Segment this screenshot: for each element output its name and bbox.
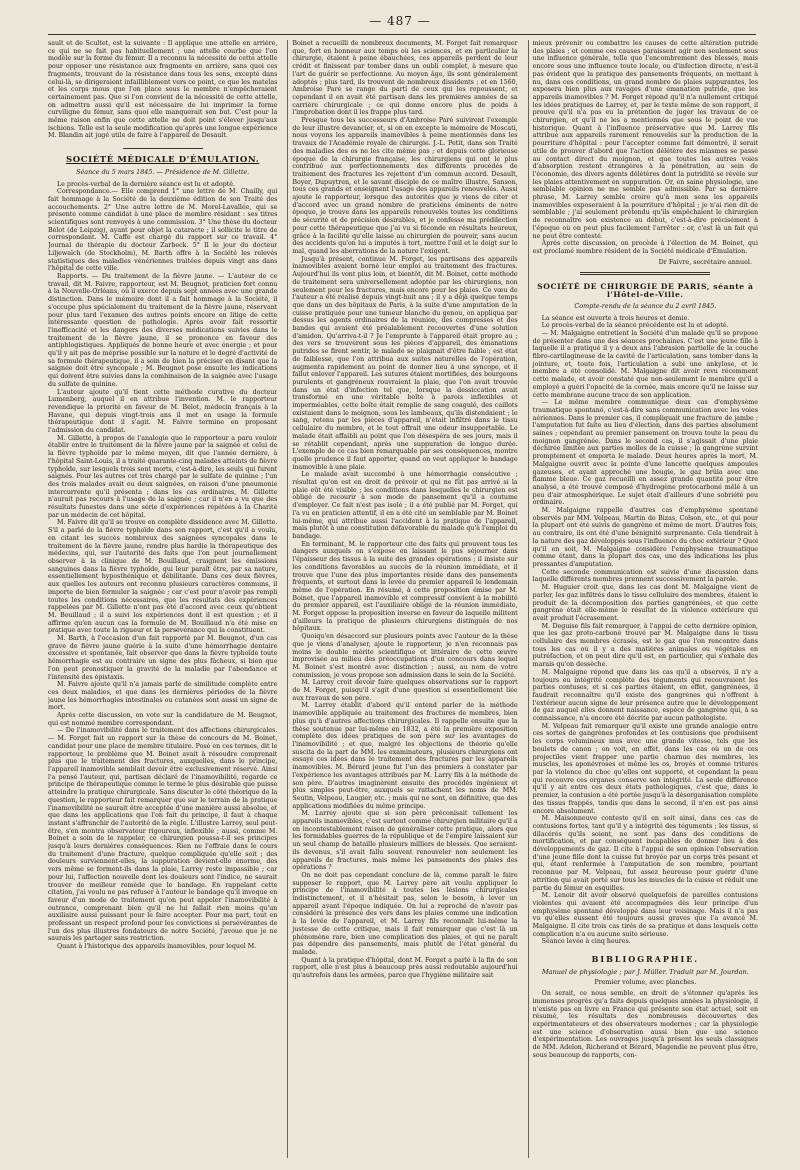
paragraph: M. Malgaigne répond que dans les cas qu'il a observés, il n'y a toujours eu intégrité complète des téguments qui recouvraient les parties contuses, et si ces parties étaient, en effet, gangrénées, il faudrait reconnaître qu'il existe des gangrènes qui n'offrent à l'extérieur aucun signe de leur présence autre que le développement de gaz auquel elles donnent naissance, espèce de gangrène qui, à sa connaissance, n'a encore été décrite par aucun pathologiste. bbox=[532, 668, 759, 723]
paragraph: M. Huguier croit que, dans les cas dont M. Malgaigne vient de parler, les gaz infiltrés dans le tissu cellulaire des membres, étaient le produit de la décomposition des parties gangrénées, et que cette gangrène était elle-même le résultat de la violence extérieure qui avait produit l'écrasement. bbox=[532, 584, 759, 622]
paragraph: M. Larrey ajoute que si son père préconisait tellement les appareils inamovibles, c'est surtout comme chirurgien militaire qu'il a en incontestablement raison de généraliser cette pratique, alors que les formidables guerres de la république et de l'empire laissaient sur un seul champ de bataille plusieurs milliers de blessés. Que seraient-ils devenus, s'il avait fallu souvent renouveler non seulement les appareils de fractures, mais même les pansements des plaies des opérations ? bbox=[292, 810, 518, 872]
section-meta: Compte-rendu de la séance du 2 avril 1845. bbox=[574, 301, 717, 310]
paragraph: M. Malgaigne rappelle d'autres cas d'emphysème spontané observés par MM. Velpeau, Martin de Bizas, Colson, etc., et qui pour la plupart ont été suivis de gangrène et même de mort. D'autres fois, au contraire, ils ont été d'une bénignité surprenante. Cela tiendrait à la nature des gaz développés sous l'influence du choc extérieur ? Quoi qu'il en soit, M. Malgaigne considère l'emphysème traumatique comme étant, dans la plupart des cas, une des indications les plus pressantes d'amputation. bbox=[532, 507, 759, 568]
section-title-societe-medicale: SOCIÉTÉ MÉDICALE D'ÉMULATION. bbox=[66, 155, 260, 166]
paragraph: M. Lenoir dit avoir observé quelquefois de pareilles contusions violentes qui avaient été accompagnées dès leur principe d'un emphysème spontané développé dans leur voisinage. Mais il n'a pas vu qu'elles eussent été toujours aussi graves que l'a avancé M. Malgaigne. Il cite trois cas tirés de sa pratique et dans lesquels cette complication n'a eu aucune suite sérieuse. bbox=[532, 892, 759, 938]
paragraph: mieux prévenir ou combattre les causes de cette altération putride des plaies ; et comme ces causes paraissent agir non seulement sous une influence générale, telle que l'encombrement des blessés, mais encore sous une influence toute locale, ou d'infection directe, n'est-il pas évident que la pratique des pansements fréquents, en mettant à nu, dans ces conditions, un grand nombre de plaies suppurantes, les exposera bien plus aux ravages d'une émanation putride, que les appareils inamovibles ? M. Forget répond qu'il n'a nullement critiqué les idées pratiques de Larrey, et, par le texte même de son rapport, il prouve qu'il n'a pas eu la prétention de juger les travaux de ce chirurgien, et qu'il ne les a mentionnés que sous le point de vue historique. Quant à l'influence préservative que M. Larrey fils attribue aux appareils rarement renouvelés sur la production de la pourriture d'hôpital : pour l'accepter comme fait démontré, il serait utile de prouver d'abord que l'action délétère des miasmes se passe au contact direct du moignon, et que toutes les autres voies d'absorption restent étrangères à la pénétration, au sein de l'économie, des divers agents délétères dont la putridité se révèle sur les plaies attentivement en suppuration. Or, en saine physiologie, une semblable opinion ne me semble pas admissible. Par sa dernière phrase, M. Larrey semble croire qu'à mon sens les appareils inamovibles exposeraient à la pourriture d'hôpital ; je n'ai rien dit de semblable ; j'ai seulement prétendu qu'ils empêchaient le chirurgien de reconnaître son existence au début, c'est-à-dire précisément à l'époque où on peut plus facilement l'arrêter : or, c'est là un fait qui ne peut être contesté. bbox=[532, 40, 759, 240]
paragraph: M. Gillette, à propos de l'analogie que le rapporteur a paru vouloir établir entre le traitement de la fièvre jaune par la saignée et celui de la fièvre typhoïde par le même moyen, dit que l'année dernière, à l'hôpital Saint-Louis, il a traité quarante-cinq malades atteints de fièvre typhoïde, sur lesquels trois sont morts, c'est-à-dire, les seuls qui furent saignés. Pour les autres cet très chargé par le sulfate de quinine ; l'un des trois malades avait eu deux saignées, en raison d'une pneumonie intercurrente qu'il présenta ; dans les cas ordinaires, M. Gillette n'aurait pas recours à l'usage de la saignée ; car il n'en a vu que des résultats funestes dans une série d'expériences répétées à la Charité par un médecin de cet hôpital. bbox=[48, 434, 278, 519]
page-number: — 487 — bbox=[369, 14, 431, 28]
paragraph: M. Barth, à l'occasion d'un fait rapporté par M. Beugnot, d'un cas grave de fièvre jaune guérie à la suite d'une hémorrhagie dentaire excessive et spontanée, fait observer que dans la fièvre typhoïde toute hémorrhagie est au contraire un signe des plus fâcheux, si bien que l'on peut pronostiquer la gravité de la maladie par l'abondance et l'intensité des épistaxis. bbox=[48, 635, 278, 681]
paragraph: Quant à l'historique des appareils inamovibles, pour lequel M. bbox=[57, 943, 257, 951]
header-rule bbox=[48, 34, 756, 35]
paragraph: Le procès-verbal de la séance précédente est lu et adopté. bbox=[541, 322, 729, 330]
book-subtitle: Premier volume, avec planches. bbox=[594, 978, 697, 986]
section-meta: Séance du 5 mars 1845. — Présidence de M. Gillette. bbox=[76, 167, 250, 176]
paragraph: Le procès-verbal de la dernière séance est lu et adopté. bbox=[57, 180, 235, 188]
page-columns bbox=[48, 40, 758, 1158]
paragraph: Après cette discussion, on procède à l'élection de M. Boinet, qui est proclamé membre résident de la Société médicale d'Émulation. bbox=[532, 240, 759, 255]
paragraph: — M. Malgaigne entretient la Société d'un malade qu'il se propose de présenter dans une des séances prochaines. C'est une jeune fille à laquelle il a pratiqué il y a deux ans l'abrasion partielle de la couche fibro-cartilagineuse de la cavité de l'articulation, sans tomber dans la jointure, et, toute fois, l'articulation a subi une ankylose, et le membre a été consolidé. M. Malgaigne dit avoir revu récemment cette malade, et avoir constaté que non-seulement le membre qu'il a employé a guéri l'opacité de la cornée, mais encore qu'il ne laisse sur cette membrane aucune trace de son application. bbox=[532, 329, 759, 399]
paragraph: On serait, ce nous semble, en droit de s'étonner qu'après les immenses progrès qu'a faits depuis quelques années la physiologie, il n'existe pas en livre en France qui présente son état actuel, soit en résumé, les résultats des nombreuses découvertes des expérimentateurs et des observateurs modernes ; car la physiologie est une science d'observation aussi bien que une science d'expérimentation. Les ouvrages jusqu'à présent les seuls classiques de MM. Adelon, Richerand et Bérard, Magendie ne peuvent plus être, sous beaucoup de rapports, con- bbox=[532, 990, 759, 1059]
paragraph: Séance levée à cinq heures. bbox=[541, 938, 631, 946]
column-left bbox=[48, 40, 277, 1158]
section-title-societe-chirurgie: SOCIÉTÉ DE CHIRURGIE DE PARIS, séante à l'Hôtel-de-Ville. bbox=[537, 282, 754, 300]
paragraph: M. Deguise fils fait remarquer, à l'appui de cette dernière opinion, que les gaz proto-carboné trouvé par M. Malgaigne dans le tissu cellulaire des membres écrasés, est le gaz que l'on rencontre dans tous les cas où il y a des matières animales ou végétales en putréfaction, et on peut dire qu'il est, en particulier, qui s'exhale des marais qu'on dessèche. bbox=[532, 622, 759, 669]
paragraph: — De l'inamovibilité dans le traitement des affections chirurgicales. — M. Forget fait un rapport sur la thèse de concours de M. Boinet, candidat pour une place de membre titulaire. Posé en ces termes, dit le rapporteur, le problème que M. Boinet avait à résoudre comprenait plus que le traitement des fractures, auxquelles, dans le principe, l'appareil inamovible semblait devoir être exclusivement réservé. Ainsi l'a pensé l'auteur, qui, partisan déclaré de l'inamovibilité, regarde ce principe de thérapeutique comme le terme le plus désirable que puisse atteindre la pratique chirurgicale. Sans discuter le côté théorique de la question, le rapporteur fait remarquer que sur le terrain de la pratique l'inamovibilité ne saurait être acceptée d'une manière aussi absolue, et que dans les applications que l'on fait du principe, il faut à chaque instant s'affranchir de l'autorité de la règle. L'illustre Larrey, seul peut-être, s'en montra observateur rigoureux, inflexible ; aussi, comme M. Boinet a soin de le rappeler, ce chirurgien poussa-t-il ses principes jusqu'à leurs dernières conséquences. Rien ne l'effraie dans le cours du traitement d'une fracture, quelque compliquée qu'elle soit ; des douleurs surviennent-elles, la suppuration devient-elle énorme, des vers même se forment-ils dans la plaie, Larrey reste impassible ; car pour lui, l'affection nouvelle dont les douleurs sont l'indice, ne saurait trouver de meilleur remède que le bandage. En rappelant cette citation, j'ai voulu ne pas refuser à l'auteur le bandage qu'il invoque en faveur d'un mode de traitement qu'on peut appeler l'inamovibilité à outrance, comprenant bien qu'il ne lui fallait rien moins qu'un auxiliaire aussi puissant pour le faire accepter. Pour ma part, tout en professant un respect profond pour les convictions si persévérantes de l'un des plus illustres fondateurs de notre Société, j'avoue que je ne saurais les partager sans restriction. bbox=[48, 727, 278, 943]
section-title-bibliographie: BIBLIOGRAPHIE. bbox=[591, 954, 700, 965]
paragraph: L'auteur ajoute qu'il tient cette méthode curative du docteur Lumenberg, auquel il en attribue l'invention. M. le rapporteur revendique la priorité en faveur de M. Bélot, médecin français à la Havane, qui depuis vingt-trois ans il met en usage la formule thérapeutique dont il s'agit. M. Faivre termine en proposant l'admission du candidat. bbox=[48, 388, 278, 435]
paragraph: M. Maisonneuve conteste qu'il en soit ainsi, dans ces cas de contusions fortes, tant qu'il y a intégrité des téguments ; les tissus, si dilacérés qu'ils soient, ne sont pas dans des conditions de mortification, et par conséquent incapables de donner lieu à des développements de gaz. Il cite à l'appui de son opinion l'observation d'une jeune fille dont la cuisse fut broyée par un corps très pesant et qui, étant renfermée à l'amputation de son membre, pourtant reconnue par M. Velpeau, fut assez heureuse pour guérir d'une attrition qui avait porté sur tous les muscles de la cuisse et réduit une partie du fémur en esquilles. bbox=[532, 815, 759, 892]
book-title: Manuel de physiologie ; par J. Müller. Traduit par M. Jourdan. bbox=[541, 967, 749, 976]
paragraph: Cette seconde communication est suivie d'une discussion dans laquelle différents membres prennent successivement la parole. bbox=[532, 568, 759, 584]
paragraph: — Le même membre communique deux cas d'emphysème traumatique spontané, c'est-à-dire sans communication avec les voies aériennes. Dans le premier cas, il compliquait une fracture de jambe ; l'amputation fut faite au lieu d'élection, dans des parties absolument saines ; cependant au premier pansement on trouva toute la peau du moignon gangrénée. Dans le second cas, il s'agissait d'une plaie déchirée limitée aux parties molles de la cuisse ; la gangrène survint promptement et emporta le malade. Deux heures après la mort, M. Malgaigne ouvrit avec la pointe d'une lancette quelques ampoules gazeuses, et ayant approché une bougie, le gaz brûla avec une flamme bleue. Ce gaz recueilli en assez grande quantité pour être analysé, a été trouvé composé d'hydrogène protocarboné mêlé à un peu d'air atmosphérique. Le sujet était d'ailleurs d'une sobriété peu ordinaire. bbox=[532, 399, 759, 507]
column-middle bbox=[287, 40, 517, 1158]
paragraph: On ne doit pas cependant conclure de là, comme paraît le faire supposer le rapport, que M. Larrey père ait voulu appliquer le principe de l'inamovibilité à toutes les lésions chirurgicales indistinctement, et il n'hésitait pas, selon le besoin, à lever un appareil avant l'époque indiquée. On lui a reproché de n'avoir pas considéré la présence des vers dans les plaies comme une indication à la levée de l'appareil, et M. Larrey fils reconnaît lui-même la justesse de cette critique, mais il fait remarquer que c'est là un phénomène rare, bien une complication des plaies, et qui ne paraît pas dépendre des pansements, mais plutôt de l'état général du malade. bbox=[292, 871, 518, 956]
paragraph: M. Faivre ajoute qu'il n'a jamais parlé de similitude complète entre ces deux maladies, et que dans les dernières périodes de la fièvre jaune les hémorrhagies intestinales ou cutanées sont aussi un signe de mort. bbox=[48, 681, 278, 712]
section-divider bbox=[123, 148, 203, 149]
paragraph: M. Velpeau fait remarquer qu'il existe une grande analogie entre ces sortes de gangrènes profondes et les contusions que produisent les corps volumineux mus avec une grande vitesse, tels que les boulets de canon ; on voit, en effet, dans les cas où un de ces projectiles vient frapper une partie charnue des membres, les muscles, les aponévroses et même les os, broyés et comme triturés par la violence du choc qu'elles ont supporté, et cependant la peau qui recouvre ces organes conserve son intégrité. La seule différence qu'il y ait entre ces deux états pathologiques, c'est que, dans le premier, la contusion a été portée jusqu'à la désorganisation complète des tissus frappés, tandis que dans le second, il n'en est pas ainsi encore absolument. bbox=[532, 722, 759, 815]
paragraph: M. Larrey établit d'abord qu'il entend parler de la méthode inamovible appliquée au traitement des fractures de membres, bien plus qu'à d'autres affections chirurgicales. Il rappelle ensuite que la thèse soutenue par lui-même en 1832, a été la première exposition complète des idées pratiques de son père sur les avantages de l'inamovibilité ; et que, malgré les objections de théorie qu'elle suscita de la part de MM. les examinateurs, plusieurs chirurgiens ont essayé ces idées dans le traitement des fractures par les appareils inamovibles. M. Bérard jeune fut l'un des premiers à constater par l'expérience les avantages attribués par M. Larry fils à la méthode de son père. D'autres imaginèrent ensuite des procédés ingénieux et plus simples peut-être, auxquels se rattachent les noms de MM. Seutin, Velpeau, Laugier, etc. ; mais qui ne sont, en définitive, que des applications modifiées du même principe. bbox=[292, 702, 518, 810]
paragraph: Presque tous les successeurs d'Ambroise Paré suivirent l'exemple de leur illustre devancier, et, si on en excepte le mémoire de Moscati, nous voyons les appareils inamovibles à peine mentionnés dans les travaux de l'Académie royale de chirurgie. J.-L. Petit, dans son Traité des maladies des os ne les cite même pas ; et depuis cette glorieuse époque de la chirurgie française, les chirurgiens qui ont le plus contribué aux perfectionnements des différents procédés de traitement des fractures les rejettent d'un commun accord. Desault, Boyer, Dupuytren, et le savant disciple de ce maître illustre, Sanson, tous ces grands et enseignent l'usage des appareils renouvelés. Aussi ajoute le rapporteur, lorsque des autorités que je viens de citer et d'accord avec un grand nombre de praticiens éminents de notre époque, je trouve dans les appareils renouvelés toutes les conditions de sécurité et de précision désirables, et je confesse ma prédilection pour cette thérapeutique que j'ai vu si féconde en résultats heureux, grâce à la facilité qu'elle laisse au chirurgien de pouvoir, sans aucun des accidents qu'on lui a imputés à tort, mettre l'œil et le doigt sur le mal, quand les aberrations de la nature l'exigent. bbox=[292, 117, 518, 255]
column-right bbox=[528, 40, 758, 1158]
paragraph: En terminant, M. le rapporteur cite des faits qui prouvent tous les dangers auxquels on s'expose en laissant le pus séjourner dans l'épaisseur des tissus à la suite des grandes opérations ; il insiste sur les conditions favorables au succès de la réunion immédiate, et il trouve que l'une des plus importantes réside dans des pansements fréquents, et surtout dans la levée du premier appareil le lendemain même de l'opération. En résumé, à cette proposition émise par M. Boinet, que l'appareil inamovible et compressif convient à la mobilité du premier appareil, est l'auxiliaire obligé de la réunion immédiate, M. Forget oppose la proposition inverse en faveur de laquelle militent d'ailleurs la pratique de plusieurs chirurgiens distingués de nos hôpitaux. bbox=[292, 540, 518, 633]
paragraph: Rapports. — Du traitement de la fièvre jaune. — L'auteur de ce travail, dit M. Faivre, rapporteur, est M. Beugnot, praticien fort connu à la Nouvelle-Orléans, où il exerce depuis sept années avec une grande distinction. Dans le mémoire dont il a fait hommage à la Société, il s'occupe plus spécialement du traitement de la fièvre jaune, réservant pour plus tard l'examen des autres points encore en litige de cette intéressante question de pathologie. Après avoir fait ressortir l'inefficacité et les dangers des diverses médications suivies dans le traitement de la fièvre jaune, il se prononce en faveur des antiphlogistiques. Appliqués de bonne heure et avec énergie ; et pour qu'il y ait pas de méprise possible sur la nature et le degré d'activité de sa formule thérapeutique, il a soin de bien la préciser en disant que la saignée doit être syncopale ; M. Beugnot pose ensuite les indications qui doivent être suivies dans la combinaison de la saignée avec l'usage du sulfate de quinine. bbox=[48, 272, 278, 388]
signature: Dr Faivre, secrétaire annuel. bbox=[658, 257, 753, 266]
paragraph: sault et de Scultet, est la suivante : Il applique une attelle en arrière, ce qui ne se fait pas habituellement ; une attelle courbe que l'on modèle sur la forme du fémur. Il a reconnu la nécessité de cette attelle pour opposer une résistance aux fragments en arrière, sans quoi ces fragments, trouvant de la résistance dans tous les sens, excepté dans celui-là, se dirigeraient infailliblement vers ce point, ce que les matelas et les corps mous que l'on place sous le membre n'empêcheraient certainement pas. Que si l'on convient de la nécessité de cette attelle, on admettra aussi qu'il est nécessaire de lui imprimer la forme curviligne du fémur, sans quoi elle manquerait son but. C'est pour la même raison enfin que cette attelle ne doit point s'élever jusqu'aux ischions. Telle est la seule modification qu'après une longue expérience M. Blandin ait jugé utile de faire à l'appareil de Desault. bbox=[48, 40, 278, 140]
section-divider bbox=[580, 272, 710, 275]
paragraph: M. Larrey croit devoir faire quelques observations sur le rapport de M. Forget, puisqu'il s'agit d'une question si essentiellement liée aux travaux de son père. bbox=[292, 679, 518, 702]
paragraph: Quoiqu'en désaccord sur plusieurs points avec l'auteur de la thèse que je viens d'analyser, ajoute le rapporteur, je n'en reconnais pas moins le double mérite scientifique et littéraire de cette œuvre improvisée au milieu des préoccupations d'un concours dans lequel M. Boinet s'est montré avec distinction ; aussi, au nom de votre commission, je vous propose son admission dans le sein de la Société. bbox=[292, 633, 518, 679]
paragraph: M. Faivre dit qu'il se trouve en complète dissidence avec M. Gillette. S'il a parlé de la fièvre typhoïde dans son rapport, c'est qu'il a voulu, en citant les succès nombreux des saignées syncopales dans le traitement de la fièvre jaune, rendre plus hardie la thérapeutique des médecins, qui, sur l'autorité des faits que l'on peut journellement observer à la clinique de M. Bouillaud, craignent les émissions sanguines dans la fièvre typhoïde, qui leur paraît être, par sa nature, essentiellement hyposthénique et débilitante. Dans ces deux fièvres, aux quelles les auteurs ont reconnu plusieurs caractères communs, il importe de bien formuler la saignée ; car c'est pour n'avoir pas rempli toutes les conditions nécessaires, que les résultats des expériences rappelées par M. Gillette n'ont pas été d'accord avec ceux qu'obtient M. Bouillaud ; il a suivi les expériences dont il est question ; et il affirme qu'en aucun cas la formule de M. Bouillaud n'a été mise en pratique avec toute la rigueur et la persévérance qui la constituent. bbox=[48, 519, 278, 635]
paragraph: Correspondance.— Elle comprend 1° une lettre de M. Chailly, qui fait hommage à la Société de la deuxième édition de son Traité des accouchements. 2° Une autre lettre de M. Morel-Lavallée, qui se présente comme candidat à une place de membre résidant : ses titres scientifiques sont renvoyés à une commission. 3° Une thèse du docteur Bélot (de Leipzig), ayant pour objet la cataracte ; il sollicite le titre de correspondant. M. Caffe est chargé du rapport sur ce travail. 4° Journal de thérapie du docteur Zarbeck. 5° Il le jour du docteur Liljewalch (de Stockholm), M. Barth offre à la Société les relevés statistiques des maladies vénériennes traitées depuis vingt ans dans l'hôpital de cette ville. bbox=[48, 188, 278, 273]
paragraph: Boinet a recueilli de nombreux documents, M. Forget fait remarquer que, fort en honneur aux temps où les sciences, et en particulier la chirurgie, étaient à peine ébauchées, ces appareils perdent de leur crédit et finissent par tomber dans un oubli complet, à mesure que l'art de guérir se perfectionne. Au moyen âge, ils sont généralement adoptés ; plus tard, ils trouvent de nombreux dissidents ; et en 1560, Ambroise Paré se range du parti de ceux qui les repoussent, et cependant il en avait été partisan dans les premières années de sa carrière chirurgicale ; ce qui donne encore plus de poids à l'improbation dont il les frappe plus tard. bbox=[292, 40, 518, 117]
paragraph: Après cette discussion, on vote sur la candidature de M. Beugnot, qui est nommé membre correspondant. bbox=[48, 712, 278, 727]
paragraph: Le malade avait succombé à une hémorrhagie consécutive ; résultat qu'on est en droit de prévoir et qui ne fût pas arrivé si la plaie eût été visible ; les conditions dans lesquelles le chirurgien est obligé de recourir à son mode de pansement qu'il a coutume d'employer. Ce fait n'est pas isolé ; il a été publié par M. Forget, qui l'a vu en praticien attentif, il en a été cité un semblable par M. Boinet lui-même, qui attribue aussi l'accident à la pratique de l'appareil, mais plutôt à une constitution défavorable du malade qu'à l'emploi du bandage. bbox=[292, 471, 518, 540]
paragraph: Quant à la pratique d'hôpital, dont M. Forget a parlé à la fin de son rapport, elle n'est plus à beaucoup près aussi redoutable aujourd'hui qu'autrefois dans les armées, parce que l'hygiène militaire sait bbox=[292, 956, 518, 980]
paragraph: La séance est ouverte à trois heures et demie. bbox=[541, 314, 690, 322]
paragraph: Jusqu'à présent, continue M. Forget, les partisans des appareils inamovibles avaient borné leur emploi au traitement des fractures. Aujourd'hui ils vont plus loin, et bientôt, dit M. Boinet, cette méthode de traitement sera universellement adoptée par les chirurgiens, non seulement pour les fractures, mais encore pour les plaies. Ce vœu de l'auteur a été réalisé depuis vingt-huit ans ; il y a déjà quelque temps que dans un des hôpitaux de Paris, à la suite d'une amputation de la cuisse pratiquée pour une tumeur blanche du genou, on appliqua par dessus les agents ordinaires de la réunion, des compresses et des bandes qui avaient été préalablement recouvertes d'une solution d'amidon. Qu'arriva-t-il ? Je l'emprunte à l'appareil était propre au ; des vers se trouvèrent sous les pièces d'appareil, des émanations putrides se firent sentir, le malade se plaignait d'être faible ; est état de faiblesse, que l'on attribua aux suites naturelles de l'opération, augmenta rapidement au point de donner lieu à une syncope, et il fallut enlever l'appareil. Les sutures étaient mortifiées, des bourgeons purulents et gangréneux rouvraient la plaie, que l'on avait trouvée dans un état d'infection tel que, lorsque la dessiccation avait transformé en une véritable boîte à parois inflexibles et imperméables, cette boîte était remplie de sang coagulé, des caillots existaient dans le moignon, sous les lambeaux, qu'ils distendaient ; le sang, retenu par les pièces d'appareil, n'était infiltré dans le tissu cellulaire du membre, et le tout offrait une odeur insupportable. Le malade était affaibli au point que l'on désespéra de ses jours, mais il se rétablit cependant, après une suppuration de longue durée. L'exemple de ce cas bien remarquable par ses conséquences, montre quelle prudence il faut apporter, quand on veut appliquer le bandage inamovible à une plaie. bbox=[292, 255, 518, 471]
